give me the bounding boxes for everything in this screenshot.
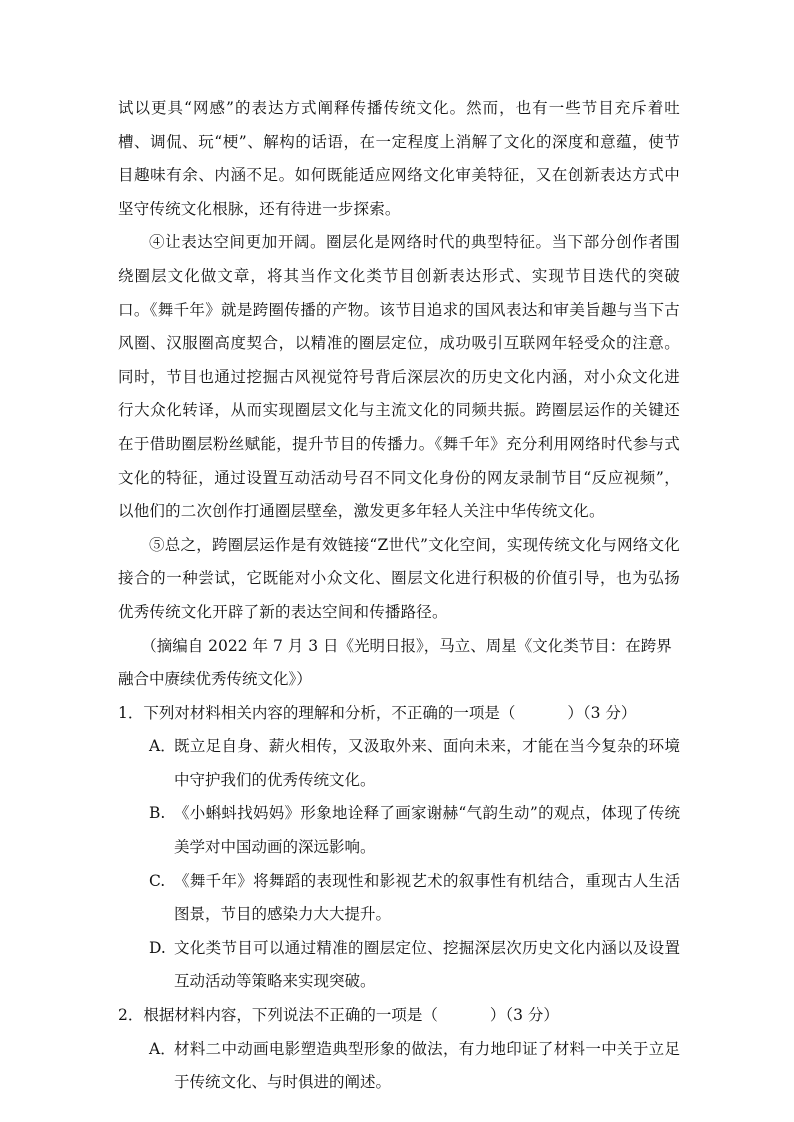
question-2-text: 根据材料内容，下列说法不正确的一项是（ [143,1006,438,1025]
option-text: 文化类节目可以通过精准的圈层定位、挖掘深层次历史文化内涵以及设置互动活动等策略来实现突破。 [174,938,680,991]
question-2-number: 2． [118,1006,144,1025]
option-text: 《舞千年》将舞蹈的表现性和影视艺术的叙事性有机结合，重现古人生活图景，节目的感染力大大提升。 [174,871,680,924]
option-letter: B. [149,804,166,823]
option-letter: A． [149,1039,176,1058]
question-2-options [118,1033,680,1100]
source-citation: （摘编自 2022 年 7 月 3 日《光明日报》，马立、周星《文化类节目：在跨界融合中赓续优秀传统文化》） [118,636,672,689]
question-2 [118,999,680,1100]
paragraph-4: ④让表达空间更加开阔。圈层化是网络时代的典型特征。当下部分创作者围绕圈层文化做文章，将其当作文化类节目创新表达形式、实现节目迭代的突破口。《舞千年》就是跨圈传播的产物。该节目追求的国风表达和审美旨趣与当下古风圈、汉服圈高度契合，以精准的圈层定位，成功吸引互联网年轻受众的注意。同时，节目也通过挖掘古风视觉符号背后深层次的历史文化内涵，对小众文化进行大众化转译，从而实现圈层文化与主流文化的同频共振。跨圈层运作的关键还在于借助圈层粉丝赋能，提升节目的传播力。《舞千年》充分利用网络时代参与式文化的特征，通过设置互动活动号召不同文化身份的网友录制节目“反应视频”，以他们的二次创作打通圈层壁垒，激发更多年轻人关注中华传统文化。 [118,233,680,521]
paragraph-continued: 试以更具“网感”的表达方式阐释传播传统文化。然而，也有一些节目充斥着吐槽、调侃、玩“梗”、解构的话语，在一定程度上消解了文化的深度和意蕴，使节目趣味有余、内涵不足。如何既能适应网络文化审美特征，又在创新表达方式中坚守传统文化根脉，还有待进一步探索。 [118,99,680,218]
question-2-points: ）（3 分） [489,1006,559,1025]
question-1-option-a[interactable] [118,730,680,797]
question-1-stem [118,697,680,731]
option-letter: D. [149,938,166,957]
option-text: 既立足自身、薪火相传，又汲取外来、面向未来，才能在当今复杂的环境中守护我们的优秀传统文化。 [174,737,680,789]
question-1 [118,697,680,999]
question-1-points: ）（3 分） [567,703,637,722]
document-page [118,92,680,1100]
question-1-option-c[interactable] [118,865,680,932]
option-text: 材料二中动画电影塑造典型形象的做法，有力地印证了材料一中关于立足于传统文化、与时俱进的阐述。 [174,1039,680,1092]
question-2-option-a[interactable] [118,1033,680,1100]
question-1-text: 下列对材料相关内容的理解和分析，不正确的一项是（ [143,703,516,722]
question-2-stem [118,999,680,1033]
option-letter: C. [149,871,166,890]
paragraph-5: ⑤总之，跨圈层运作是有效链接“Z世代”文化空间，实现传统文化与网络文化接合的一种尝试，它既能对小众文化、圈层文化进行积极的价值引导，也为弘扬优秀传统文化开辟了新的表达空间和传播路径。 [118,535,680,621]
question-1-option-d[interactable] [118,932,680,999]
option-text: 《小蝌蚪找妈妈》形象地诠释了画家谢赫“气韵生动”的观点，体现了传统美学对中国动画的深远影响。 [174,804,680,857]
option-letter: A． [149,737,176,756]
question-1-options [118,730,680,999]
question-1-number: 1． [118,703,144,722]
question-1-option-b[interactable] [118,797,680,864]
